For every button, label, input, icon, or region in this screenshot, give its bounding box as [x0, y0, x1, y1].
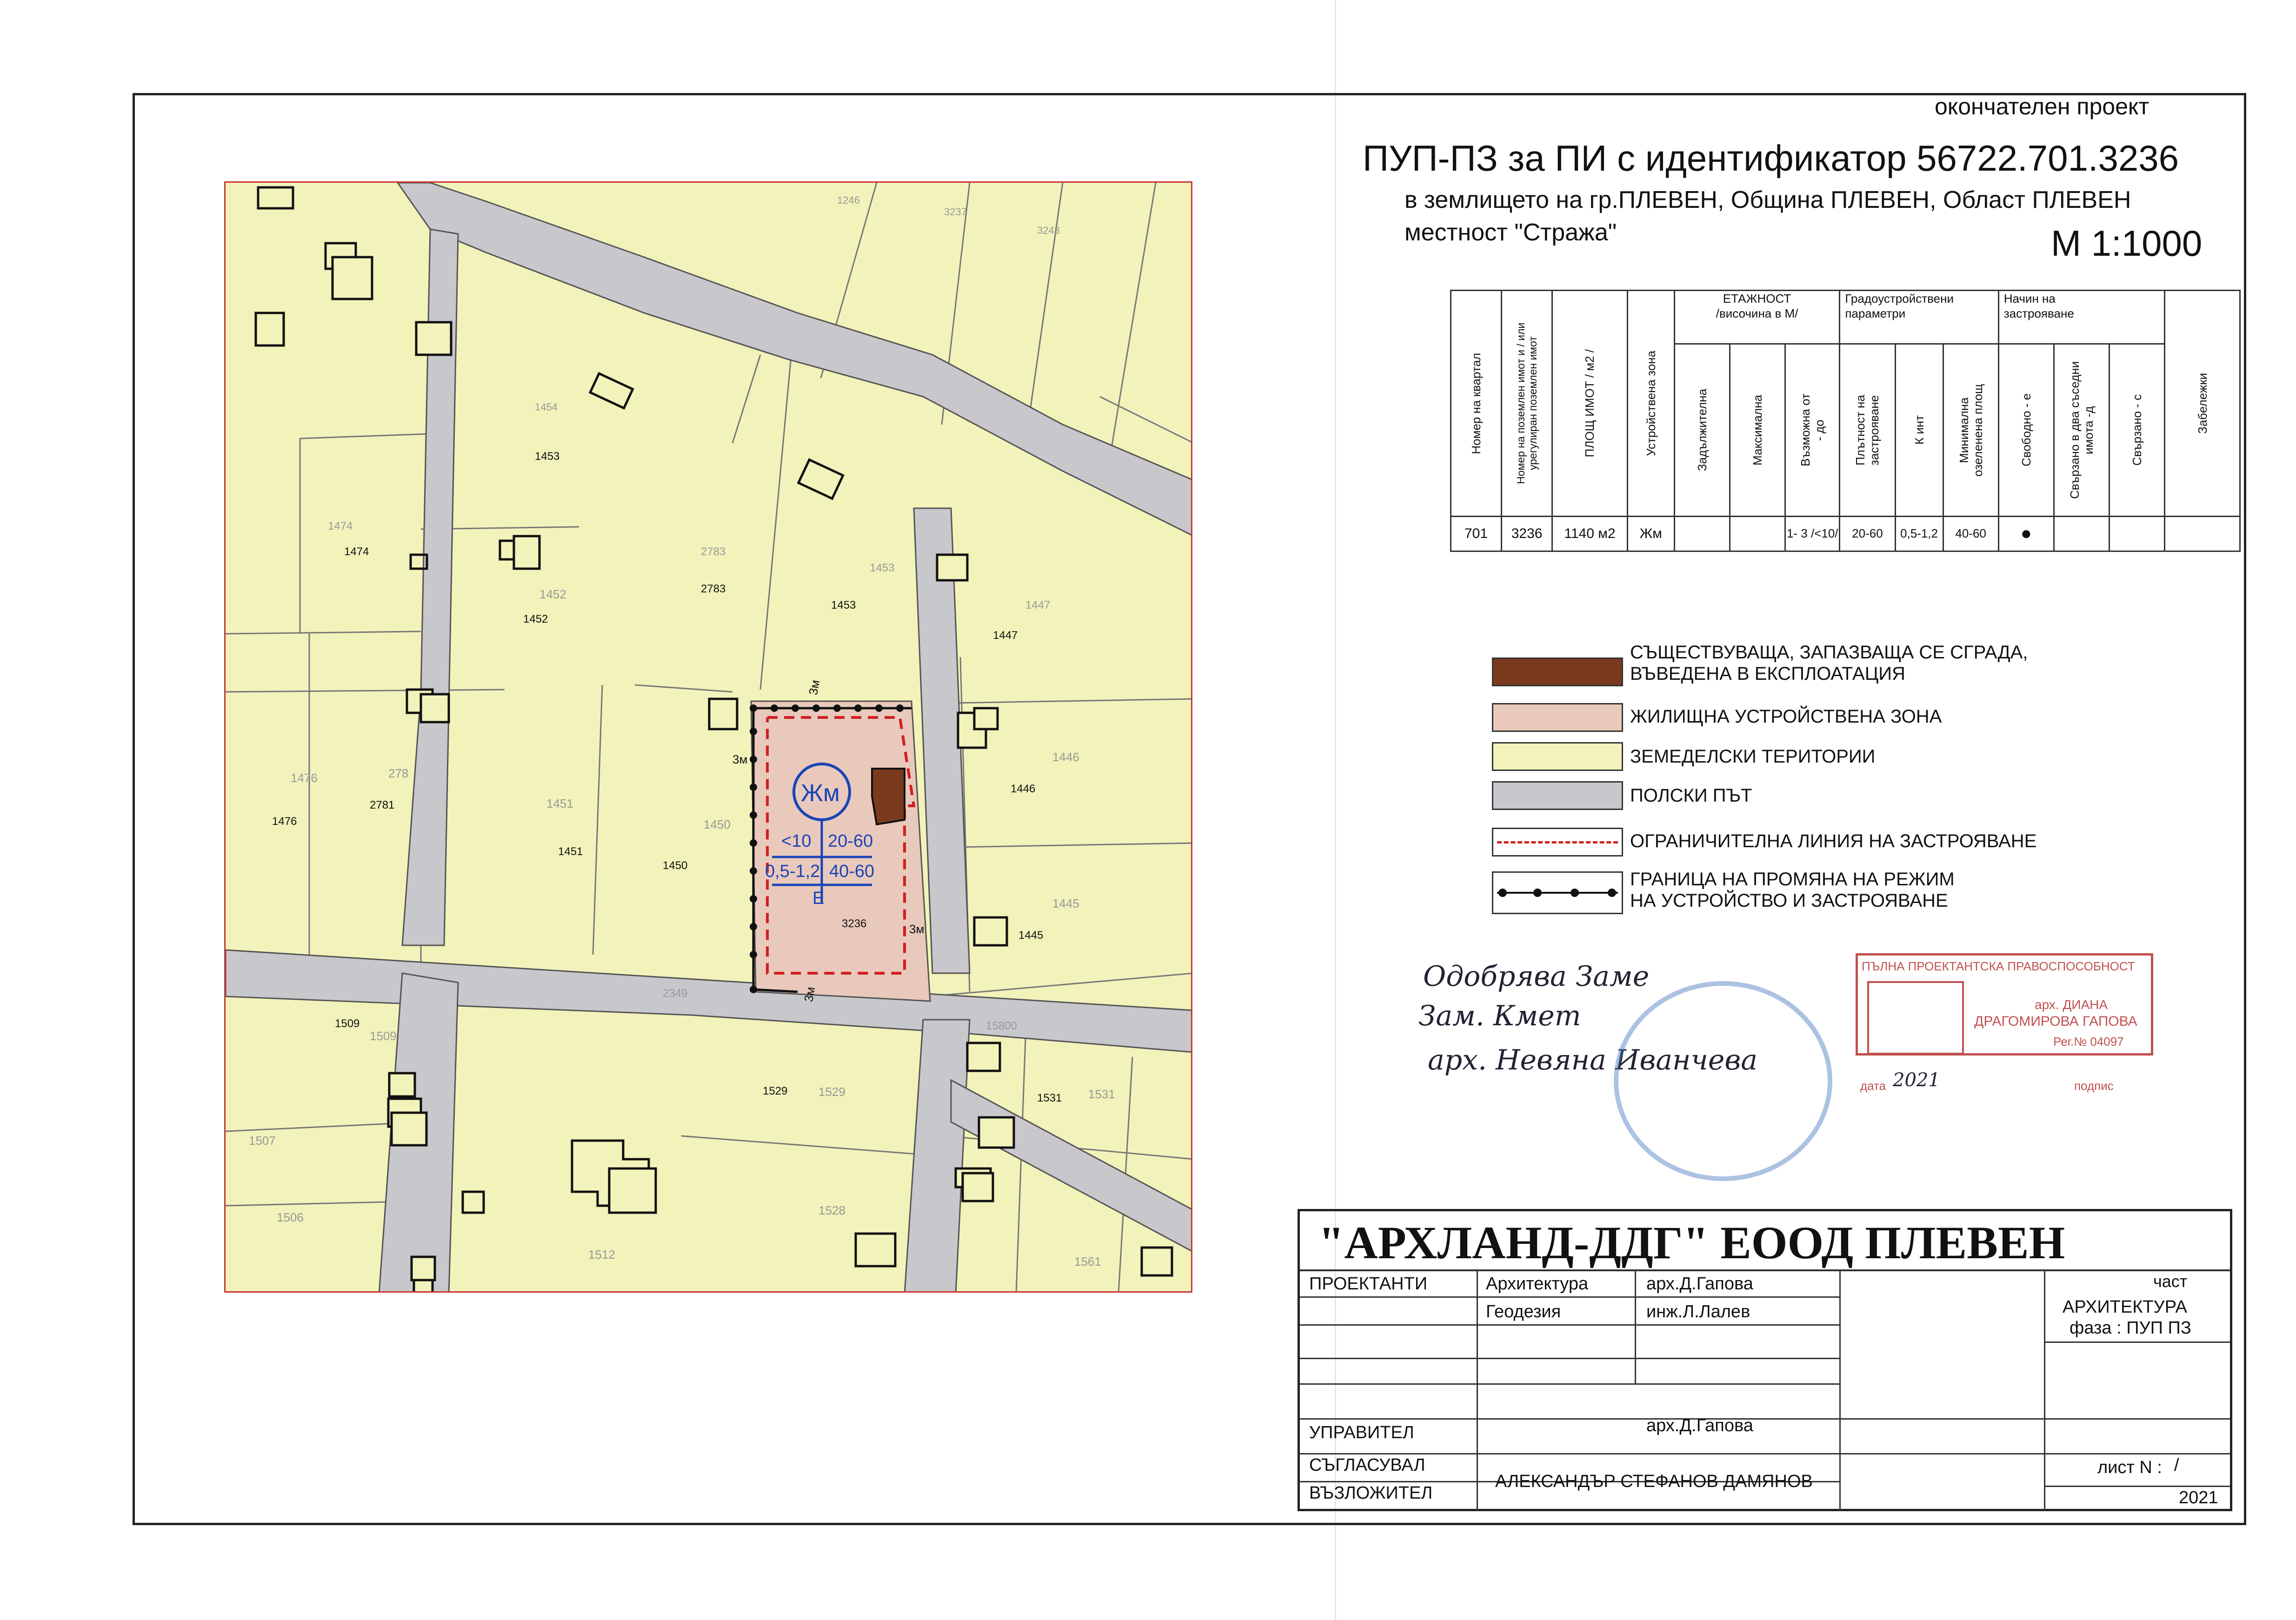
plan-scale: М 1:1000 — [2051, 223, 2203, 264]
cadastral-map — [224, 181, 1192, 1293]
discipline-architecture: Архитектура — [1486, 1274, 1589, 1294]
group-urban: Градоустройствени параметри — [1840, 291, 1998, 344]
parcel-number-faded: 1451 — [546, 797, 573, 810]
col-mandatory: Задължителна — [1674, 344, 1730, 517]
sheet-year: 2021 — [2179, 1488, 2218, 1507]
cell-quarter: 701 — [1451, 516, 1502, 551]
zone-sign-method: Е — [812, 889, 825, 908]
parcel-number-faded: 3243 — [1037, 225, 1060, 236]
parcel-number-faded: 1246 — [837, 194, 860, 206]
parcel-number-faded: 278 — [388, 766, 409, 780]
parcel-number: 1446 — [1011, 783, 1036, 795]
assignor-label: ВЪЗЛОЖИТЕЛ — [1309, 1483, 1433, 1503]
legend-label-limit: ОГРАНИЧИТЕЛНА ЛИНИЯ НА ЗАСТРОЯВАНЕ — [1630, 831, 2037, 851]
legend-label-agricultural: ЗЕМЕДЕЛСКИ ТЕРИТОРИИ — [1630, 746, 1876, 767]
parcel-number-faded: 1450 — [704, 817, 731, 831]
person-geodesy: инж.Л.Лалев — [1646, 1302, 1750, 1321]
agreed-label: СЪГЛАСУВАЛ — [1309, 1455, 1425, 1475]
col-density: Плътност на застрояване — [1840, 344, 1895, 517]
legend-label-residential: ЖИЛИЩНА УСТРОЙСТВЕНА ЗОНА — [1630, 706, 1942, 727]
parcel-number-faded: 15800 — [986, 1020, 1017, 1032]
col-kint: К инт — [1895, 344, 1943, 517]
legend-swatch-limit — [1492, 828, 1623, 856]
group-build-method: Начин на застрояване — [1998, 291, 2165, 344]
col-parcel-no: Номер на поземлен имот и / или урегулиран поземлен имот — [1502, 291, 1552, 517]
sheet-label: лист N : — [2097, 1458, 2162, 1477]
col-zone: Устройствена зона — [1627, 291, 1674, 517]
person-architecture: арх.Д.Гапова — [1646, 1274, 1753, 1294]
cell-area: 1140 м2 — [1552, 516, 1628, 551]
parcel-number-faded: 1476 — [291, 771, 318, 785]
legend-label-road: ПОЛСКИ ПЪТ — [1630, 785, 1752, 806]
group-floors: ЕТАЖНОСТ /височина в М/ — [1674, 291, 1840, 344]
manager-label: УПРАВИТЕЛ — [1309, 1423, 1414, 1442]
parcel-number: 1453 — [831, 599, 856, 611]
col-notes: Забележки — [2165, 291, 2240, 517]
zone-sign-zone: Жм — [801, 780, 840, 807]
parcel-number-faded: 1506 — [277, 1210, 304, 1224]
parcel-number-faded: 1452 — [539, 587, 566, 601]
parcel-number: 1445 — [1018, 929, 1044, 942]
company-name: "АРХЛАНД-ДДГ" ЕООД ПЛЕВЕН — [1318, 1217, 2065, 1268]
cell-density: 20-60 — [1840, 516, 1895, 551]
agricultural-area — [226, 183, 1192, 1293]
cell-possible: 1- 3 /<10/ — [1785, 516, 1840, 551]
phase-value: фаза : ПУП ПЗ — [2070, 1318, 2191, 1338]
parcel-number: 1452 — [523, 613, 548, 625]
parcel-number: 2783 — [701, 583, 726, 595]
parcel-number-faded: 1507 — [249, 1134, 276, 1148]
parcel-number: 2781 — [370, 799, 395, 811]
parcel-number-faded: 1512 — [588, 1248, 615, 1261]
parcel-number-faded: 2349 — [663, 987, 688, 1000]
legend-swatch-agricultural — [1492, 742, 1623, 771]
col-connected: Свързано - с — [2110, 344, 2165, 517]
approval-line-3: арх. Невяна Иванчева — [1428, 1044, 1758, 1076]
legend-label-boundary: ГРАНИЦА НА ПРОМЯНА НА РЕЖИМ НА УСТРОЙСТВО И ЗАСТРОЯВАНЕ — [1630, 869, 1955, 911]
stamp-sign-label: подпис — [2074, 1079, 2114, 1093]
parcel-number: 1474 — [344, 545, 369, 558]
col-possible: Възможна от - до — [1785, 344, 1840, 517]
legend-label-building: СЪЩЕСТВУВАЩА, ЗАПАЗВАЩА СЕ СГРАДА, ВЪВЕДЕНА В ЕКСПЛОАТАЦИЯ — [1630, 642, 2028, 684]
cell-maximum — [1730, 516, 1785, 551]
zone-sign-green: 40-60 — [829, 862, 875, 881]
legend-swatch-boundary — [1492, 871, 1623, 914]
existing-building — [872, 769, 905, 824]
setback-label: 3м — [732, 752, 748, 766]
parcel-number-faded: 1454 — [535, 401, 558, 413]
legend-swatch-residential — [1492, 703, 1623, 732]
stamp-name-1: арх. ДИАНА — [2035, 997, 2108, 1012]
stamp-date: 2021 — [1893, 1069, 1940, 1091]
parcel-number-faded: 1561 — [1074, 1255, 1101, 1268]
stamp-date-label: дата — [1860, 1079, 1886, 1093]
cell-kint: 0,5-1,2 — [1895, 516, 1943, 551]
col-area: ПЛОЩ ИМОТ / м2 / — [1552, 291, 1628, 517]
plan-title: ПУП-ПЗ за ПИ с идентификатор 56722.701.3236 — [1363, 138, 2179, 179]
cell-parcel: 3236 — [1502, 516, 1552, 551]
zone-sign-height: <10 — [781, 831, 812, 851]
parcel-number-faded: 1509 — [370, 1029, 397, 1043]
cell-connected — [2110, 516, 2165, 551]
parcel-number-faded: 1529 — [819, 1085, 845, 1099]
cell-notes — [2165, 516, 2240, 551]
cell-mandatory — [1674, 516, 1730, 551]
parcel-number-faded: 3237 — [944, 206, 967, 218]
architect-stamp — [1856, 953, 2153, 1056]
parcel-number-faded: 2783 — [701, 545, 726, 558]
plan-location: в землището на гр.ПЛЕВЕН, Община ПЛЕВЕН, Област ПЛЕВЕН — [1404, 186, 2131, 213]
plan-locality: местност "Стража" — [1404, 219, 1617, 246]
legend-swatch-building — [1492, 657, 1623, 686]
cell-zone: Жм — [1627, 516, 1674, 551]
part-value: АРХИТЕКТУРА — [2063, 1297, 2187, 1317]
designers-label: ПРОЕКТАНТИ — [1309, 1274, 1428, 1294]
sheet-number: / — [2174, 1455, 2179, 1475]
stamp-logo — [1867, 981, 1964, 1055]
setback-label: 3м — [806, 678, 823, 696]
cell-green: 40-60 — [1943, 516, 1998, 551]
col-twin: Свързано в два съседни имота -д — [2054, 344, 2109, 517]
parcel-number-faded: 1453 — [870, 562, 895, 574]
stamp-name-2: ДРАГОМИРОВА ГАПОВА — [1974, 1014, 2137, 1029]
part-label: част — [2153, 1272, 2188, 1291]
parcel-number-faded: 1528 — [819, 1203, 845, 1217]
cell-free: ● — [1998, 516, 2054, 551]
parcel-number: 1529 — [763, 1085, 788, 1097]
zone-sign-density: 20-60 — [828, 831, 873, 851]
parameters-table — [1450, 290, 2241, 552]
setback-label: 3м — [801, 985, 818, 1003]
project-status: окончателен проект — [1935, 93, 2150, 120]
parcel-number: 1450 — [663, 859, 688, 872]
municipal-round-stamp — [1614, 981, 1832, 1181]
col-maximum: Максимална — [1730, 344, 1785, 517]
approval-line-1: Одобрява Заме — [1423, 960, 1650, 993]
setback-label: 3м — [909, 922, 925, 936]
table-row — [1451, 516, 2240, 551]
parcel-number-faded: 1445 — [1052, 896, 1079, 910]
parcel-number: 1447 — [993, 629, 1018, 642]
assignor-name: АЛЕКСАНДЪР СТЕФАНОВ ДАМЯНОВ — [1495, 1472, 1813, 1491]
parcel-number: 1453 — [535, 450, 560, 463]
approval-line-2: Зам. Кмет — [1418, 1000, 1581, 1032]
stamp-title: ПЪЛНА ПРОЕКТАНТСКА ПРАВОСПОСОБНОСТ — [1862, 959, 2135, 973]
discipline-geodesy: Геодезия — [1486, 1302, 1561, 1321]
manager-name: арх.Д.Гапова — [1646, 1416, 1753, 1435]
legend-swatch-road — [1492, 781, 1623, 810]
parcel-number: 1509 — [335, 1017, 360, 1030]
parcel-number-faded: 1447 — [1025, 599, 1051, 611]
parcel-number-faded: 1474 — [328, 520, 353, 532]
col-quarter-no: Номер на квартал — [1451, 291, 1502, 517]
stamp-reg: Рег.№ 04097 — [2053, 1035, 2124, 1049]
cell-twin — [2054, 516, 2109, 551]
parcel-number-faded: 1446 — [1052, 750, 1079, 764]
col-free: Свободно - е — [1998, 344, 2054, 517]
col-green: Минимална озеленена площ — [1943, 344, 1998, 517]
zone-sign-kint: 0,5-1,2 — [765, 862, 820, 881]
parcel-number: 1531 — [1037, 1092, 1062, 1104]
parcel-number: 3236 — [842, 917, 867, 930]
parcel-number: 1476 — [272, 815, 297, 828]
parcel-number-faded: 1531 — [1088, 1087, 1115, 1101]
parcel-number: 1451 — [558, 845, 583, 858]
title-block — [1298, 1209, 2232, 1511]
